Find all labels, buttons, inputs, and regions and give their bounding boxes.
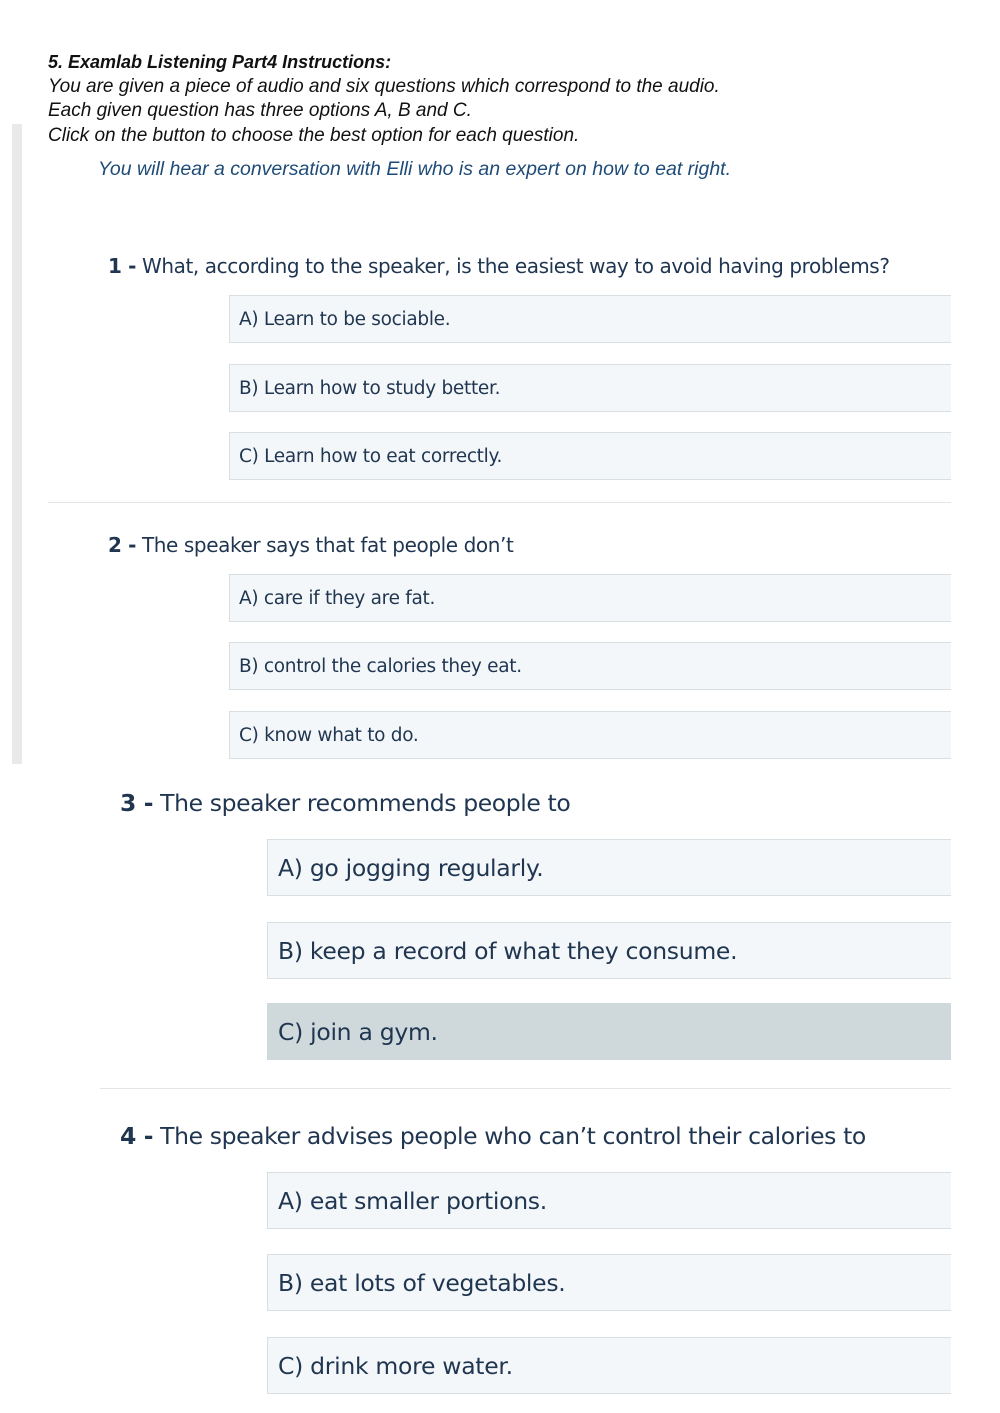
question-4-option-c[interactable]: C) drink more water. [267, 1337, 951, 1394]
instructions-title: 5. Examlab Listening Part4 Instructions: [48, 52, 392, 72]
question-2-option-c[interactable]: C) know what to do. [229, 711, 951, 759]
question-3-option-c-selected[interactable]: C) join a gym. [267, 1003, 951, 1060]
question-number: 2 - [108, 533, 136, 557]
instructions-block [48, 50, 948, 148]
question-4-option-b[interactable]: B) eat lots of vegetables. [267, 1254, 951, 1311]
instructions-line: You are given a piece of audio and six questions which correspond to the audio. [48, 75, 720, 97]
intro-text: You will hear a conversation with Elli who is an expert on how to eat right. [98, 158, 732, 180]
question-text: What, according to the speaker, is the easiest way to avoid having problems? [135, 254, 890, 278]
question-3-prompt [120, 789, 570, 817]
question-1-option-a[interactable]: A) Learn to be sociable. [229, 295, 951, 343]
question-2-option-b[interactable]: B) control the calories they eat. [229, 642, 951, 690]
instructions-line: Click on the button to choose the best option for each question. [48, 124, 580, 146]
question-text: The speaker advises people who can’t control their calories to [153, 1122, 866, 1150]
question-number: 4 - [120, 1122, 154, 1150]
question-number: 1 - [108, 254, 136, 278]
question-3-option-b[interactable]: B) keep a record of what they consume. [267, 922, 951, 979]
left-border-bar [12, 124, 22, 764]
question-1-option-c[interactable]: C) Learn how to eat correctly. [229, 432, 951, 480]
question-number: 3 - [120, 789, 154, 817]
question-text: The speaker says that fat people don’t [135, 533, 514, 557]
instructions-line: Each given question has three options A, B and C. [48, 100, 472, 121]
divider [100, 1088, 951, 1089]
question-4-prompt [120, 1122, 866, 1150]
question-text: The speaker recommends people to [153, 789, 571, 817]
divider [48, 502, 951, 503]
question-1-option-b[interactable]: B) Learn how to study better. [229, 364, 951, 412]
question-2-prompt [108, 533, 513, 557]
question-2-option-a[interactable]: A) care if they are fat. [229, 574, 951, 622]
question-4-option-a[interactable]: A) eat smaller portions. [267, 1172, 951, 1229]
question-3-option-a[interactable]: A) go jogging regularly. [267, 839, 951, 896]
question-1-prompt [108, 254, 890, 278]
